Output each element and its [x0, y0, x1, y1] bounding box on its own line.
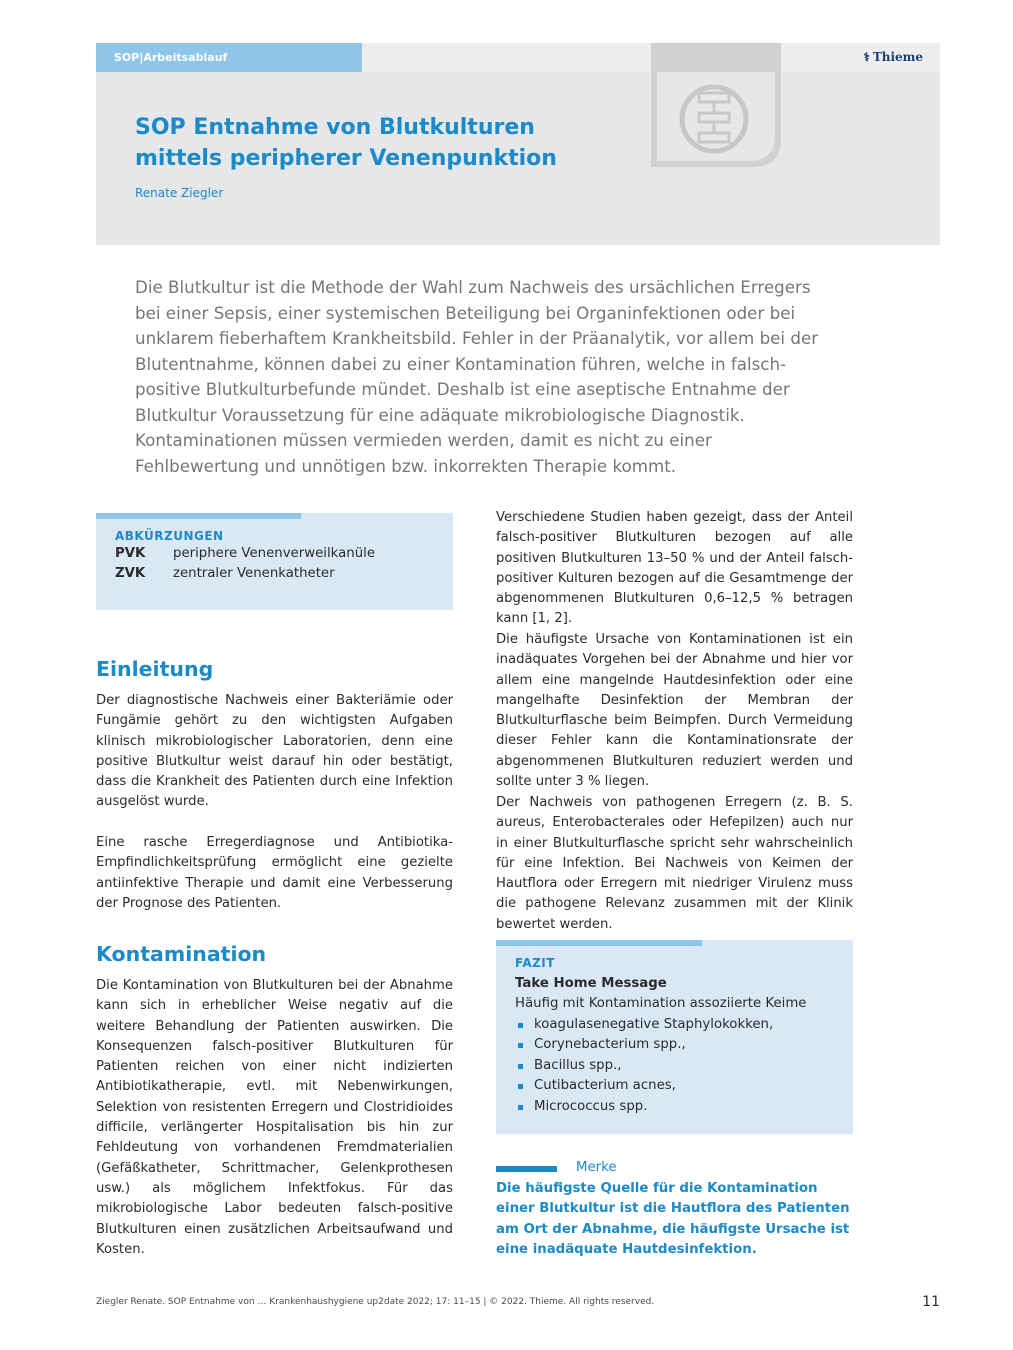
author: Renate Ziegler	[135, 186, 224, 200]
list-item-text: Micrococcus spp.	[534, 1098, 648, 1114]
section-label: SOP|Arbeitsablauf	[96, 43, 362, 72]
fazit-bar	[496, 940, 702, 946]
abbreviation-key: ZVK	[115, 566, 146, 581]
sop-flowchart-icon	[651, 43, 781, 167]
bullet-icon	[518, 1084, 523, 1089]
footer-citation: Ziegler Renate. SOP Entnahme von … Krankenhaushygiene up2date 2022; 17: 11–15 | © 2022. Thieme. All rights reserved.	[96, 1297, 655, 1307]
title-line-2: mittels peripherer Venenpunktion	[135, 146, 557, 171]
abstract: Die Blutkultur ist die Methode der Wahl zum Nachweis des ursächlichen Erregers bei einer Sepsis, einer systemischen Beteiligung bei Organinfektionen oder bei unklarem fieberhaftem Krankheitsbild. Fehler in der Präanalytik, vor allem bei der Blutentnahme, können dabei zu einer Kontamination führen, welche in falsch-positive Blutkulturbefunde mündet. Deshalb ist eine aseptische Entnahme der Blutkultur Voraussetzung für eine adäquate mikrobiologische Diagnostik. Kontaminationen müssen vermieden werden, damit es nicht zu einer Fehlbewertung und unnötigen bzw. inkorrekten Therapie kommt.	[135, 277, 819, 476]
merke-label: Merke	[576, 1160, 617, 1175]
heading-einleitung: Einleitung	[96, 657, 214, 681]
merke-text: Die häufigste Quelle für die Kontamination einer Blutkultur ist die Hautflora des Patienten am Ort der Abnahme, die häufigste Ursache ist eine inadäquate Hautdesinfektion.	[496, 1181, 850, 1258]
list-item	[515, 1097, 835, 1117]
heading-kontamination: Kontamination	[96, 942, 267, 966]
paragraph-studien: Verschiedene Studien haben gezeigt, dass der Anteil falsch-positiver Blutkulturen bezogen auf alle positiven Blutkulturen 13–50 % und der Anteil falsch-positiver Kulturen bezogen auf die Gesamtmenge der abgenommenen Blutkulturen 0,6–12,5 % betragen kann [1, 2].	[496, 510, 853, 627]
bullet-icon	[518, 1023, 523, 1028]
page-number: 11	[922, 1294, 940, 1310]
list-item-text: koagulasenegative Staphylokokken,	[534, 1017, 774, 1032]
abbreviation-value: periphere Venenverweilkanüle	[173, 546, 375, 561]
logo-text: Thieme	[872, 50, 923, 64]
article-title	[135, 112, 595, 174]
bullet-icon	[518, 1043, 523, 1048]
abbreviation-value: zentraler Venenkatheter	[173, 566, 335, 581]
paragraph-einleitung-2: Eine rasche Erregerdiagnose und Antibiotika-Empfindlichkeitsprüfung ermöglicht eine gezielte antiinfektive Therapie und damit eine Verbesserung der Prognose des Patienten.	[96, 835, 453, 911]
paragraph-ursache: Die häufigste Ursache von Kontaminationen ist ein inadäquates Vorgehen bei der Abnahme und hier vor allem eine mangelnde Hautdesinfektion oder eine mangelhafte Desinfektion der Membran der Blutkulturflasche beim Beimpfen. Durch Vermeidung dieser Fehler kann die Kontaminationsrate der abgenommenen Blutkulturen reduziert werden und sollte unter 3 % liegen.	[496, 632, 853, 790]
abbreviation-key: PVK	[115, 546, 146, 561]
abbreviations-content	[115, 529, 375, 584]
paragraph-nachweis: Der Nachweis von pathogenen Erregern (z. B. S. aureus, Enterobacterales oder Hefepilzen) auch nur in einer Blutkulturflasche spricht sehr wahrscheinlich für eine Infektion. Bei Nachweis von Keimen der Hautflora oder Erregern mit niedriger Virulenz muss die pathogene Relevanz zusammen mit der Klinik bewertet werden.	[496, 795, 853, 932]
fazit-heading: FAZIT	[515, 956, 555, 970]
paragraph-kontamination: Die Kontamination von Blutkulturen bei der Abnahme kann sich in erheblicher Weise negativ auf die weitere Behandlung der Patienten auswirken. Die Konsequenzen falsch-positiver Blutkulturen für Patienten reichen von einer nicht indizierten Antibiotikatherapie, evtl. mit Nebenwirkungen, Selektion von resistenten Erregern und Clostridioides difficile, verlängerter Hospitalisation bis hin zur Fehldeutung von vorhandenen Fremdmaterialien (Gefäßkatheter, Schrittmacher, Gelenkprothesen usw.) als möglichem Infektfokus. Für das mikrobiologische Labor bedeuten falsch-positive Blutkulturen einen zusätzlichen Arbeitsaufwand und Kosten.	[96, 978, 453, 1257]
list-item-text: Bacillus spp.,	[534, 1057, 622, 1073]
fazit-subtitle: Häufig mit Kontamination assoziierte Keime	[515, 996, 807, 1011]
fazit-title: Take Home Message	[515, 976, 667, 991]
abbreviations-heading: ABKÜRZUNGEN	[115, 529, 224, 543]
merke-bar	[496, 1166, 557, 1172]
bullet-icon	[518, 1105, 523, 1110]
thieme-emblem-icon: ⚕	[863, 50, 870, 64]
list-item	[515, 1056, 835, 1076]
list-item	[515, 1015, 835, 1035]
abbreviations-bar	[96, 513, 301, 519]
abbreviation-row	[115, 544, 375, 564]
paragraph-einleitung-1: Der diagnostische Nachweis einer Bakteriämie oder Fungämie gehört zu den wichtigsten Aufgaben klinisch mikrobiologischer Laboratorien, denn eine positive Blutkultur weist darauf hin oder bestätigt, dass die Krankheit des Patienten durch eine Infektion ausgelöst wurde.	[96, 693, 453, 810]
list-item	[515, 1076, 835, 1096]
fazit-content	[515, 956, 835, 1117]
list-item-text: Cutibacterium acnes,	[534, 1078, 676, 1094]
list-item-text: Corynebacterium spp.,	[534, 1037, 686, 1053]
fazit-list	[515, 1015, 835, 1117]
title-line-1: SOP Entnahme von Blutkulturen	[135, 115, 535, 140]
thieme-logo	[863, 50, 923, 64]
abbreviation-row	[115, 564, 375, 584]
list-item	[515, 1035, 835, 1055]
bullet-icon	[518, 1064, 523, 1069]
